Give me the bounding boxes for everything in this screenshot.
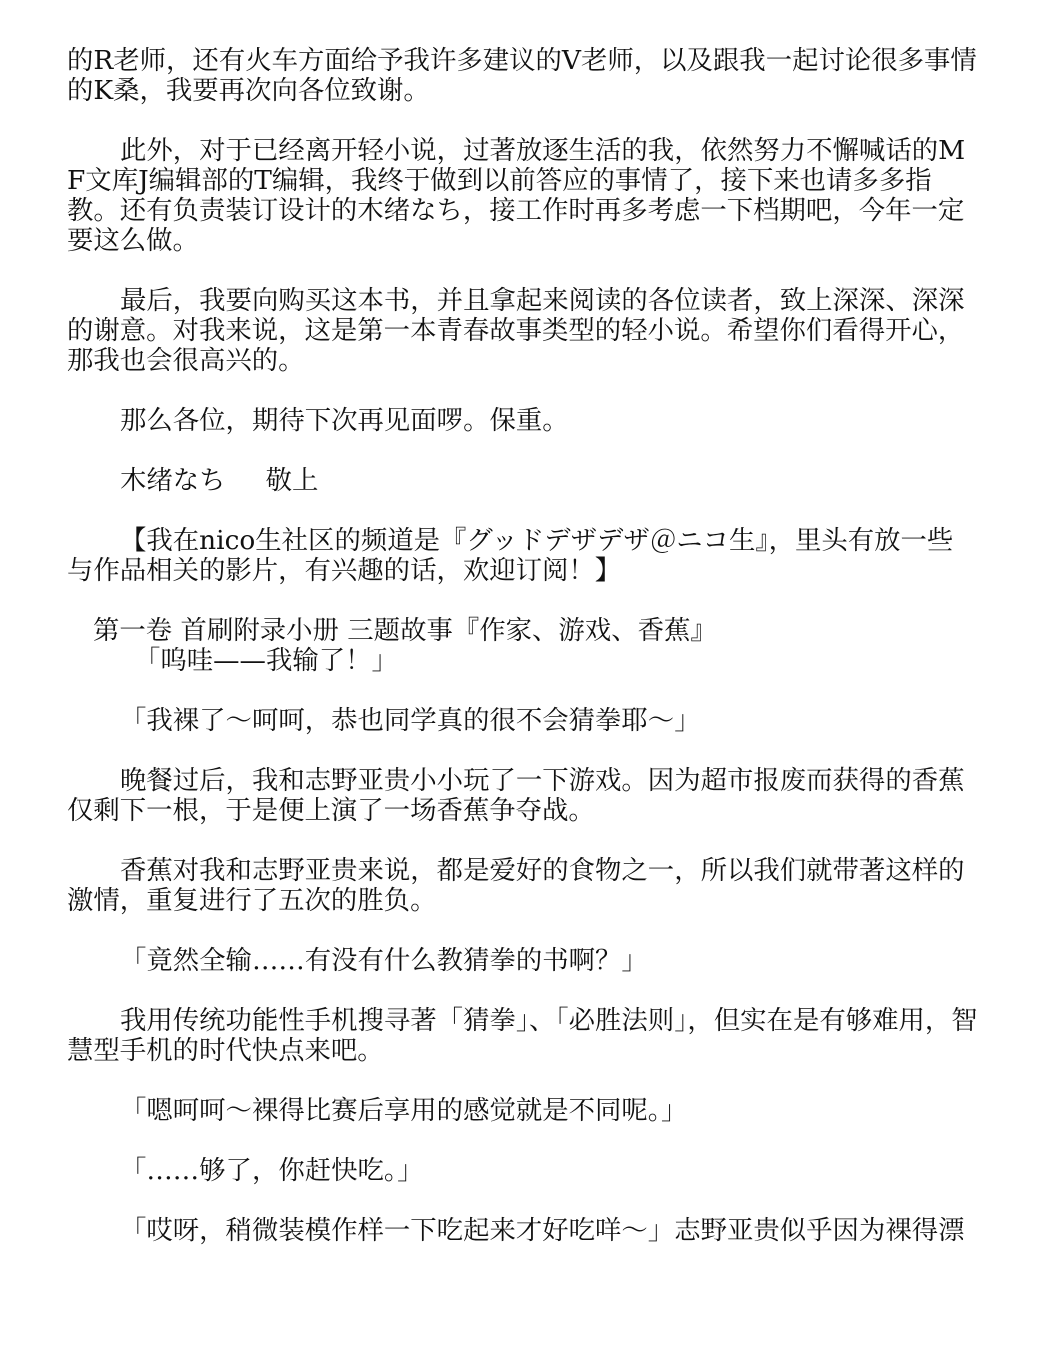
paragraph-story-8: 「哎呀，稍微装模作样一下吃起来才好吃咩～」志野亚贵似乎因为裸得漂 xyxy=(120,1215,965,1246)
chapter-first-line: 「呜哇——我输了！」 xyxy=(134,645,398,676)
paragraph-story-7: 「……够了，你赶快吃。」 xyxy=(120,1155,424,1186)
signature xyxy=(67,466,979,496)
paragraph-story-4: 「竟然全输……有没有什么教猜拳的书啊？」 xyxy=(120,945,648,976)
signature-closing: 敬上 xyxy=(265,465,319,496)
signature-name: 木绪なち xyxy=(120,465,226,496)
paragraph-note: 【我在nico生社区的频道是『グッドデザデザ＠ニコ生』，里头有放一些与作品相关的影片，有兴趣的话，欢迎订阅！】 xyxy=(67,525,954,586)
paragraph-story-3: 香蕉对我和志野亚贵来说，都是爱好的食物之一，所以我们就带著这样的激情，重复进行了五次的胜负。 xyxy=(67,855,965,916)
paragraph-story-6: 「嗯呵呵～裸得比赛后享用的感觉就是不同呢。」 xyxy=(120,1095,688,1126)
paragraph-thanks: 的R老师，还有火车方面给予我许多建议的V老师，以及跟我一起讨论很多事情的K桑，我要再次向各位致谢。 xyxy=(67,45,977,106)
paragraph-farewell: 那么各位，期待下次再见面啰。保重。 xyxy=(120,405,569,436)
paragraph-story-2: 晚餐过后，我和志野亚贵小小玩了一下游戏。因为超市报废而获得的香蕉仅剩下一根，于是便上演了一场香蕉争夺战。 xyxy=(67,765,965,826)
paragraph-editor: 此外，对于已经离开轻小说，过著放逐生活的我，依然努力不懈喊话的MF文库J编辑部的T编辑，我终于做到以前答应的事情了，接下来也请多多指教。还有负责装订设计的木绪なち，接工作时再多考虑一下档期吧，今年一定要这么做。 xyxy=(67,135,966,256)
paragraph-readers: 最后，我要向购买这本书，并且拿起来阅读的各位读者，致上深深、深深的谢意。对我来说，这是第一本青春故事类型的轻小说。希望你们看得开心，那我也会很高兴的。 xyxy=(67,285,965,376)
document-page xyxy=(67,46,979,1276)
paragraph-story-5: 我用传统功能性手机搜寻著「猜拳」、「必胜法则」，但实在是有够难用，智慧型手机的时代快点来吧。 xyxy=(67,1005,978,1066)
chapter-title: 第一卷 首刷附录小册 三题故事『作家、游戏、香蕉』 xyxy=(93,615,717,646)
paragraph-story-1: 「我裸了～呵呵，恭也同学真的很不会猜拳耶～」 xyxy=(120,705,701,736)
